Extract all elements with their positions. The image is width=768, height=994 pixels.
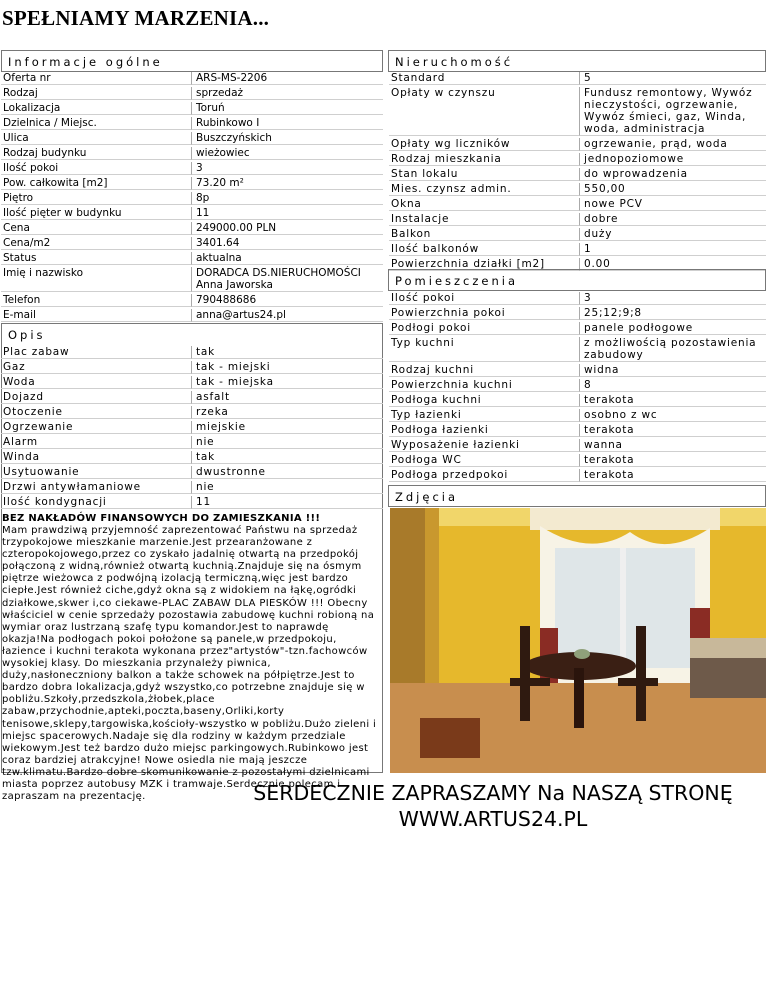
section-photos xyxy=(388,485,766,507)
field-label: Stan lokalu xyxy=(389,168,579,181)
section-title: Zdjęcia xyxy=(395,490,459,504)
field-value-line: DORADCA DS.NIERUCHOMOŚCI xyxy=(196,267,361,279)
field-value: 3401.64 xyxy=(191,237,383,250)
field-label: Podłoga WC xyxy=(389,454,579,467)
field-label: Dzielnica / Miejsc. xyxy=(1,117,191,130)
table-row xyxy=(1,162,383,175)
section-general-info xyxy=(1,50,383,72)
field-label: Oferta nr xyxy=(1,72,191,85)
table-row xyxy=(389,394,766,407)
field-value: 3 xyxy=(579,292,766,305)
section-rooms xyxy=(388,269,766,291)
field-value: jednopoziomowe xyxy=(579,153,766,166)
field-value: panele podłogowe xyxy=(579,322,766,335)
table-row xyxy=(389,213,766,226)
table-row xyxy=(389,198,766,211)
table-row xyxy=(1,466,383,479)
table-row xyxy=(1,87,383,100)
field-value: tak - miejska xyxy=(191,376,383,389)
table-row xyxy=(389,307,766,320)
field-value: Rubinkowo I xyxy=(191,117,383,130)
table-row xyxy=(1,132,383,145)
table-row xyxy=(389,322,766,335)
field-label: Otoczenie xyxy=(1,406,191,419)
table-row xyxy=(389,439,766,452)
field-value: 25;12;9;8 xyxy=(579,307,766,320)
field-label: Cena xyxy=(1,222,191,235)
table-row xyxy=(389,337,766,362)
field-value: ogrzewanie, prąd, woda xyxy=(579,138,766,151)
field-value: widna xyxy=(579,364,766,377)
field-label: Rodzaj xyxy=(1,87,191,100)
field-label: Drzwi antywłamaniowe xyxy=(1,481,191,494)
table-row xyxy=(1,192,383,205)
field-label: Ilość pokoi xyxy=(389,292,579,305)
field-value: rzeka xyxy=(191,406,383,419)
field-label: Ogrzewanie xyxy=(1,421,191,434)
section-title: Informacje ogólne xyxy=(8,55,163,69)
table-row xyxy=(389,87,766,136)
table-row xyxy=(389,243,766,256)
field-label: Podłoga przedpokoi xyxy=(389,469,579,482)
table-row xyxy=(1,294,383,307)
field-value-line: Anna Jaworska xyxy=(196,279,273,291)
field-label: Cena/m2 xyxy=(1,237,191,250)
field-label: Ilość pięter w budynku xyxy=(1,207,191,220)
room-photo[interactable] xyxy=(390,508,766,773)
field-value: dwustronne xyxy=(191,466,383,479)
field-label: Powierzchnia pokoi xyxy=(389,307,579,320)
field-value[interactable]: anna@artus24.pl xyxy=(191,309,383,322)
field-value: terakota xyxy=(579,454,766,467)
description-headline: BEZ NAKŁADÓW FINANSOWYCH DO ZAMIESZKANIA !!! xyxy=(2,513,321,524)
page-headline: SPEŁNIAMY MARZENIA... xyxy=(2,6,270,30)
field-label: Podłoga łazienki xyxy=(389,424,579,437)
field-value: ARS-MS-2206 xyxy=(191,72,383,85)
footer-invitation: SERDECZNIE ZAPRASZAMY Na NASZĄ STRONĘ xyxy=(253,781,733,805)
field-value: 8 xyxy=(579,379,766,392)
field-label: Imię i nazwisko xyxy=(1,267,191,292)
field-label: Pow. całkowita [m2] xyxy=(1,177,191,190)
field-value: asfalt xyxy=(191,391,383,404)
table-row xyxy=(389,228,766,241)
field-label: Powierzchnia działki [m2] xyxy=(389,258,579,271)
table-row xyxy=(1,361,383,374)
field-label: Mies. czynsz admin. xyxy=(389,183,579,196)
field-label: Wyposażenie łazienki xyxy=(389,439,579,452)
table-row xyxy=(1,222,383,235)
field-value: tak xyxy=(191,451,383,464)
field-value: Toruń xyxy=(191,102,383,115)
field-label: Lokalizacja xyxy=(1,102,191,115)
field-value: 11 xyxy=(191,496,383,509)
table-row xyxy=(389,138,766,151)
table-row xyxy=(1,177,383,190)
table-row xyxy=(1,406,383,419)
field-label: Rodzaj kuchni xyxy=(389,364,579,377)
table-row xyxy=(1,391,383,404)
field-label: Status xyxy=(1,252,191,265)
field-label: Plac zabaw xyxy=(1,346,191,359)
field-value: terakota xyxy=(579,469,766,482)
section-title: Nieruchomość xyxy=(395,55,514,69)
field-label: Typ łazienki xyxy=(389,409,579,422)
table-row xyxy=(1,72,383,85)
table-row xyxy=(1,267,383,292)
field-value: 73.20 m² xyxy=(191,177,383,190)
field-value: 11 xyxy=(191,207,383,220)
footer-website-link[interactable]: WWW.ARTUS24.PL xyxy=(398,807,588,831)
field-label: Winda xyxy=(1,451,191,464)
section-title: Opis xyxy=(8,328,46,342)
field-label: Rodzaj budynku xyxy=(1,147,191,160)
field-label: Powierzchnia kuchni xyxy=(389,379,579,392)
field-value: 0.00 xyxy=(579,258,766,271)
field-value: 790488686 xyxy=(191,294,383,307)
field-value: nowe PCV xyxy=(579,198,766,211)
field-label: Ilość balkonów xyxy=(389,243,579,256)
field-label: Podłogi pokoi xyxy=(389,322,579,335)
field-value xyxy=(191,267,383,292)
table-row xyxy=(1,237,383,250)
table-row xyxy=(1,309,383,322)
field-value: terakota xyxy=(579,424,766,437)
field-value: 1 xyxy=(579,243,766,256)
field-label: E-mail xyxy=(1,309,191,322)
field-label: Balkon xyxy=(389,228,579,241)
field-value: nie xyxy=(191,481,383,494)
table-row xyxy=(1,376,383,389)
table-row xyxy=(389,292,766,305)
field-label: Piętro xyxy=(1,192,191,205)
field-label: Telefon xyxy=(1,294,191,307)
field-label: Standard xyxy=(389,72,579,85)
field-value: miejskie xyxy=(191,421,383,434)
field-value: dobre xyxy=(579,213,766,226)
table-row xyxy=(389,409,766,422)
field-value: wieżowiec xyxy=(191,147,383,160)
field-value: 249000.00 PLN xyxy=(191,222,383,235)
field-value: 5 xyxy=(579,72,766,85)
field-label: Dojazd xyxy=(1,391,191,404)
field-label: Typ kuchni xyxy=(389,337,579,362)
table-row xyxy=(389,168,766,181)
field-value: tak - miejski xyxy=(191,361,383,374)
table-row xyxy=(389,424,766,437)
field-label: Ilość pokoi xyxy=(1,162,191,175)
table-row xyxy=(1,147,383,160)
field-value: Buszczyńskich xyxy=(191,132,383,145)
table-row xyxy=(1,436,383,449)
field-value: terakota xyxy=(579,394,766,407)
table-row xyxy=(389,379,766,392)
field-label: Opłaty wg liczników xyxy=(389,138,579,151)
table-row xyxy=(389,364,766,377)
field-label: Usytuowanie xyxy=(1,466,191,479)
table-row xyxy=(1,421,383,434)
field-label: Alarm xyxy=(1,436,191,449)
field-label: Gaz xyxy=(1,361,191,374)
description-table xyxy=(1,344,383,511)
section-title: Pomieszczenia xyxy=(395,274,519,288)
table-row xyxy=(1,117,383,130)
field-value: 8p xyxy=(191,192,383,205)
table-row xyxy=(389,183,766,196)
table-row xyxy=(1,207,383,220)
description-text xyxy=(2,513,382,803)
table-row xyxy=(1,346,383,359)
field-value: duży xyxy=(579,228,766,241)
field-value: tak xyxy=(191,346,383,359)
field-label: Instalacje xyxy=(389,213,579,226)
rooms-table xyxy=(389,290,766,484)
field-value: nie xyxy=(191,436,383,449)
table-row xyxy=(389,153,766,166)
table-row xyxy=(1,451,383,464)
field-label: Ulica xyxy=(1,132,191,145)
general-info-table xyxy=(1,70,383,324)
field-label: Woda xyxy=(1,376,191,389)
table-row xyxy=(389,454,766,467)
field-value: osobno z wc xyxy=(579,409,766,422)
field-value: sprzedaż xyxy=(191,87,383,100)
table-row xyxy=(1,496,383,509)
footer xyxy=(218,780,768,832)
field-value: Fundusz remontowy, Wywóz nieczystości, ogrzewanie, Wywóz śmieci, gaz, Winda, woda, administracja xyxy=(579,87,766,136)
table-row xyxy=(389,72,766,85)
field-value: 3 xyxy=(191,162,383,175)
field-label: Rodzaj mieszkania xyxy=(389,153,579,166)
section-property xyxy=(388,50,766,72)
description-body: Mam prawdziwą przyjemność zaprezentować Państwu na sprzedaż trzypokojowe mieszkanie marzenie.Jest przearanżowane z czteropokojowego,przez co zyskało jadalnię otwartą na przedpokój połączoną z widną,również otwartą kuchnią.Znajduje się na ósmym piętrze wieżowca z podwójną izolacją termiczną,więc jest bardzo ciepłe.Jest również ciche,gdyż okna są z widokiem na łąkę,ogródki działkowe,skwer i,co ciekawe-PLAC ZABAW DLA PIESKÓW !!! Obecny właściciel w cenie sprzedaży pozostawia zabudowę kuchni robioną na wymiar oraz lustrzaną szafę typu komandor.Jest to naprawdę okazja!Na podłogach pokoi położone są panele,w przedpokoju, łazience i kuchni terakota wykonana przez"artystów"-tzn.fachowców wysokiej klasy. Do mieszkania przynależy piwnica, duży,nasłoneczniony balkon a także schowek na półpiętrze.Jest to bardzo dobra lokalizacja,gdyż wszystko,co potrzebne znajduje się w pobliżu.Szkoły,przedszkola,żłobek,place zabaw,przychodnie,apteki,poczta,baseny,Orliki,korty tenisowe,sklepy,targowiska,kościoły-wszystko w pobliżu.Dużo zieleni i miejsc spacerowych.Nadaje się dla rodziny w każdym przedziale wiekowym.Jest też bardzo dużo miejsc parkingowych.Rubinkowo jest coraz bardziej atrakcyjne! Nowe osiedla nie mają jeszcze tzw.klimatu.Bardzo dobre skomunikowanie z pozostałymi dzielnicami miasta poprzez autobusy MZK i tramwaje.Serdecznie polecam i zapraszam na prezentację. xyxy=(2,525,377,803)
property-table xyxy=(389,70,766,273)
table-row xyxy=(1,102,383,115)
field-label: Podłoga kuchni xyxy=(389,394,579,407)
field-value: do wprowadzenia xyxy=(579,168,766,181)
field-label: Opłaty w czynszu xyxy=(389,87,579,136)
field-label: Ilość kondygnacji xyxy=(1,496,191,509)
field-label: Okna xyxy=(389,198,579,211)
field-value: wanna xyxy=(579,439,766,452)
table-row xyxy=(389,469,766,482)
field-value: 550,00 xyxy=(579,183,766,196)
table-row xyxy=(1,252,383,265)
table-row xyxy=(1,481,383,494)
field-value: z możliwością pozostawienia zabudowy xyxy=(579,337,766,362)
field-value: aktualna xyxy=(191,252,383,265)
